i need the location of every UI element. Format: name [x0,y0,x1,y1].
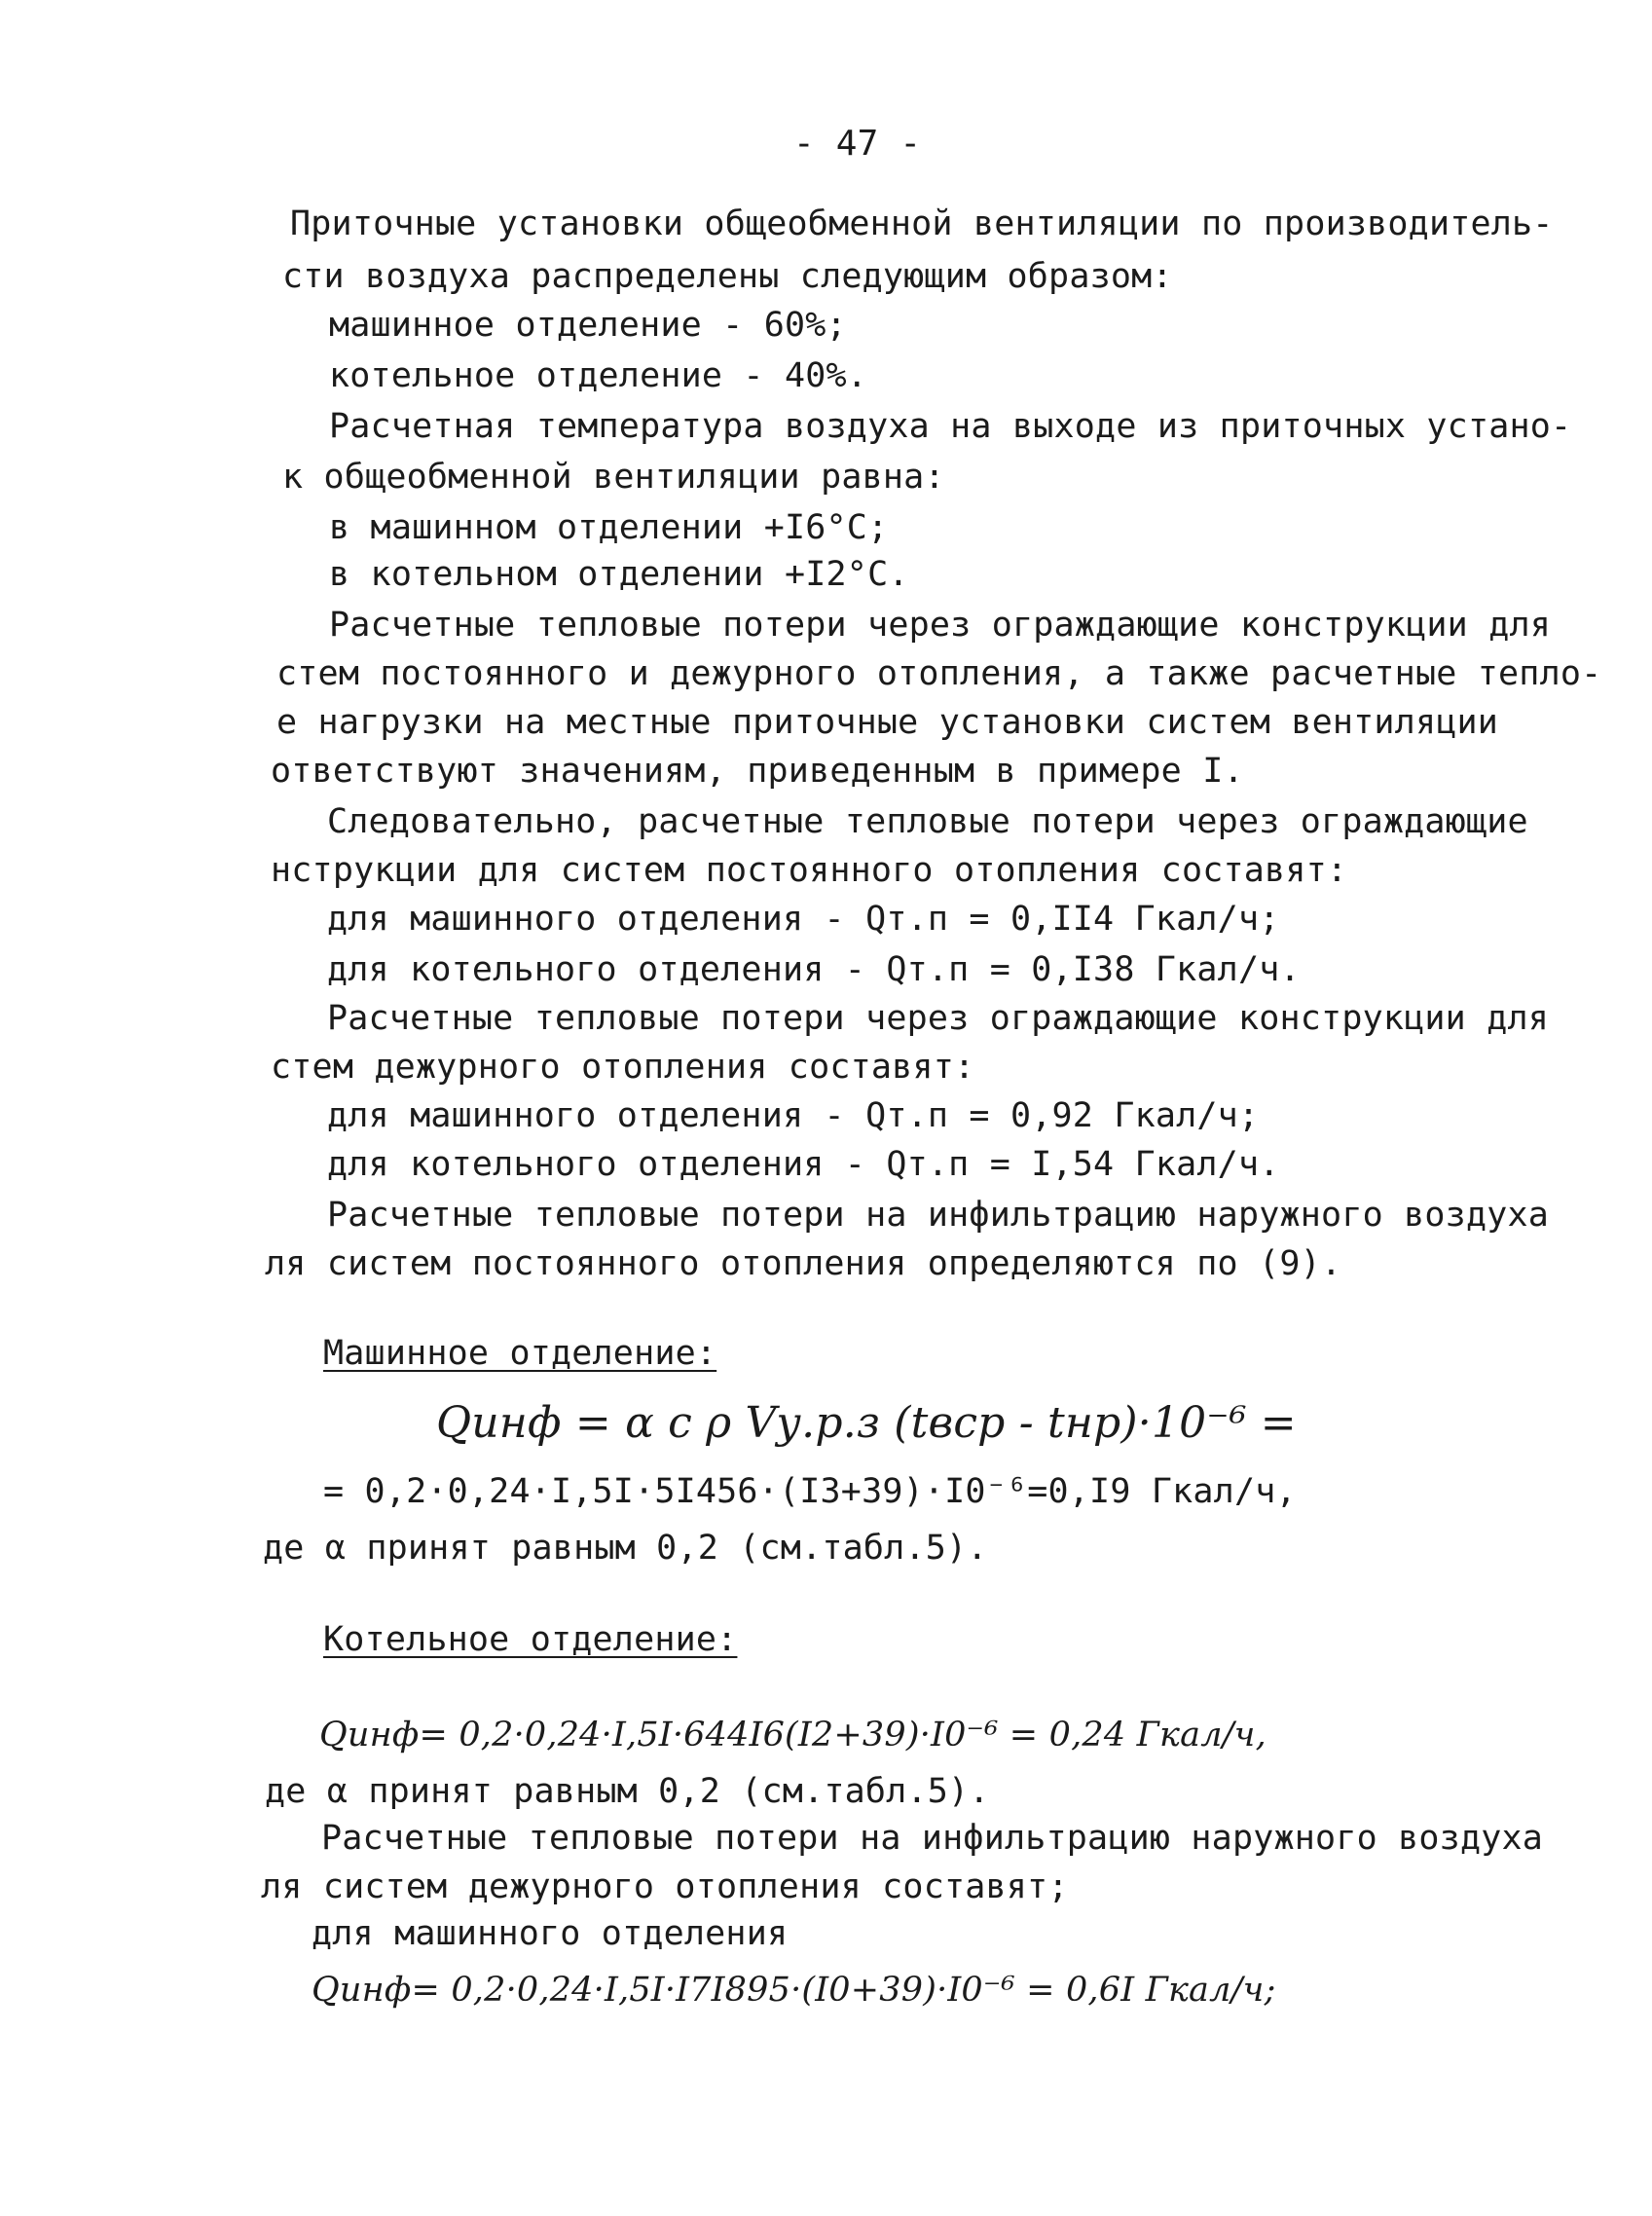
text-line: сти воздуха распределены следующим образом: [282,257,1173,296]
text-line: для машинного отделения - Qт.п = 0,92 Гкал/ч; [327,1096,1260,1135]
text-line: к общеобменной вентиляции равна: [282,458,945,497]
text-line: стем дежурного отопления составят: [271,1048,975,1087]
formula-infiltration: Qинф = α c ρ Vу.р.з (tвср - tнр)·10⁻⁶ = [436,1398,1297,1448]
text-line: ответствуют значениям, приведенным в примере I. [271,752,1244,791]
text-line: в машинном отделении +I6°С; [329,508,889,547]
formula-note: де α принят равным 0,2 (см.табл.5). [263,1529,988,1568]
formula-result: = 0,2·0,24·I,5I·5I456·(I3+39)·I0⁻⁶=0,I9 Гкал/ч, [323,1472,1297,1511]
section-heading-boiler-room: Котельное отделение: [323,1620,738,1659]
text-line: ля систем постоянного отопления определяются по (9). [265,1244,1342,1283]
text-line: Расчетная температура воздуха на выходе из приточных устано- [329,407,1572,446]
text-line: Расчетные тепловые потери через ограждающие конструкции для [329,606,1552,645]
text-line: в котельном отделении +I2°С. [329,555,909,594]
text-line: котельное отделение - 40%. [329,356,868,395]
text-line: Расчетные тепловые потери через ограждающие конструкции для [327,999,1550,1038]
text-line: для котельного отделения - Qт.п = I,54 Гкал/ч. [327,1145,1280,1184]
formula-boiler-room: Qинф= 0,2·0,24·I,5I·644I6(I2+39)·I0⁻⁶ = 0,24 Гкал/ч, [319,1716,1267,1754]
text-line: Приточные установки общеобменной вентиляции по производитель- [290,204,1554,243]
text-line: стем постоянного и дежурного отопления, а также расчетные тепло- [276,654,1602,693]
text-line: для машинного отделения - Qт.п = 0,II4 Гкал/ч; [327,900,1280,939]
text-line: для котельного отделения - Qт.п = 0,I38 Гкал/ч. [327,950,1301,989]
text-line: е нагрузки на местные приточные установки систем вентиляции [276,703,1499,742]
page-number: - 47 - [793,124,922,164]
section-heading-machine-room: Машинное отделение: [323,1334,717,1373]
formula-duty-heating: Qинф= 0,2·0,24·I,5I·I7I895·(I0+39)·I0⁻⁶ = 0,6I Гкал/ч; [312,1971,1276,2010]
text-line: машинное отделение - 60%; [329,306,847,345]
formula-note: де α принят равным 0,2 (см.табл.5). [265,1772,990,1811]
text-line: нструкции для систем постоянного отопления составят: [271,851,1348,890]
text-line: Расчетные тепловые потери на инфильтрацию наружного воздуха [321,1819,1544,1858]
text-line: для машинного отделения [312,1914,789,1953]
text-line: Следовательно, расчетные тепловые потери через ограждающие [327,802,1528,841]
text-line: Расчетные тепловые потери на инфильтрацию наружного воздуха [327,1196,1550,1235]
text-line: ля систем дежурного отопления составят; [261,1867,1069,1906]
